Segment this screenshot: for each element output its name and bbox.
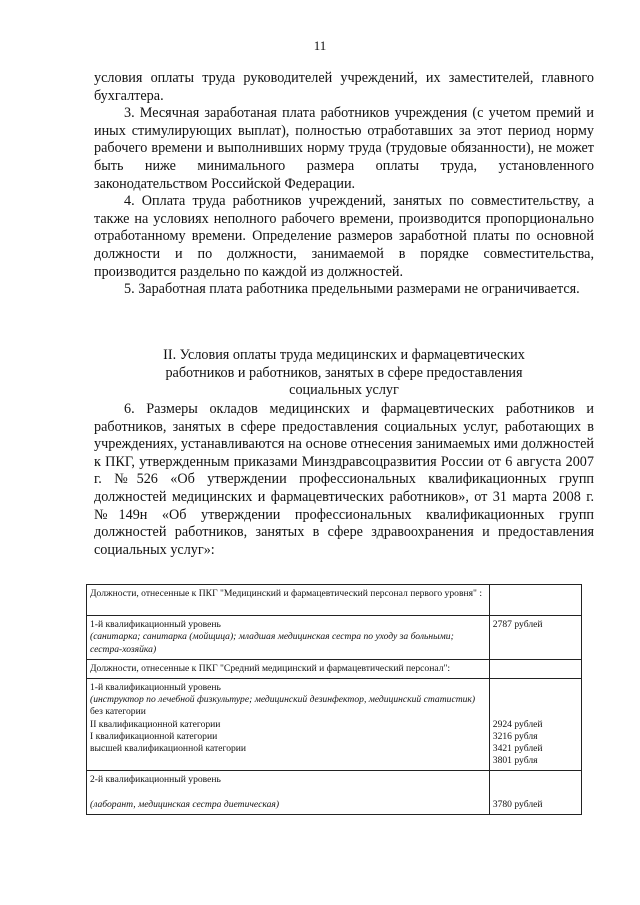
paragraph-3: 3. Месячная заработаная плата работников учреждения (с учетом премий и иных стимулирующих выплат), полностью отработавших за этот период норму рабочего времени и выполнивших норму труда (трудовые обязанности), не может быть ниже минимального размера оплаты труда, установленного законодательством Российской Федерации. xyxy=(94,105,594,192)
level-positions: (лаборант, медицинская сестра диетическая) xyxy=(90,798,280,810)
category-pay: 2924 рублей xyxy=(492,718,543,730)
table-row xyxy=(87,771,582,815)
category-label: I квалификационной категории xyxy=(90,730,218,742)
table-row xyxy=(87,679,582,771)
section-heading-line: социальных услуг xyxy=(289,382,399,399)
level-title: 1-й квалификационный уровень xyxy=(90,619,221,631)
salary-table xyxy=(86,584,582,815)
category-label: без категории xyxy=(90,706,146,718)
table-row xyxy=(87,585,582,616)
body-text-2 xyxy=(94,401,594,559)
pkg2-level1-cell xyxy=(87,679,490,771)
empty-pay-cell xyxy=(489,585,581,616)
level-title: 1-й квалификационный уровень xyxy=(90,682,221,694)
category-pay: 3216 рубля xyxy=(492,730,538,742)
category-label: высшей квалификационной категории xyxy=(90,743,247,755)
level-positions: (инструктор по лечебной физкультуре; медицинский дезинфектор, медицинский статистик) xyxy=(90,694,476,706)
level-positions: (санитарка; санитарка (мойщица); младшая медицинская сестра по уходу за больными; сестра-хозяйка) xyxy=(90,631,454,655)
pkg1-header-cell xyxy=(87,585,490,616)
pkg2-header: Должности, отнесенные к ПКГ "Средний медицинский и фармацевтический персонал": xyxy=(90,662,451,674)
level-title: 2-й квалификационный уровень xyxy=(90,774,221,786)
pkg2-level2-cell xyxy=(87,771,490,815)
pkg2-header-cell xyxy=(87,659,490,678)
paragraph-6: 6. Размеры окладов медицинских и фармацевтических работников и работников, занятых в сфере предоставления социальных услуг, работающих в учреждениях, устанавливаются на основе отнесения занимаемых ими должностей к ПКГ, утвержденным приказами Минздравсоцразвития России от 6 августа 2007 г. №526 «Об утверждении профессиональных квалификационных групп должностей медицинских и фармацевтических работников», от 31 марта 2008 г. №149н «Об утверждении профессиональных квалификационных групп должностей работников, занятых в сфере здравоохранения и предоставления социальных услуг»: xyxy=(94,401,594,558)
section-heading xyxy=(94,347,594,400)
paragraph-4: 4. Оплата труда работников учреждений, занятых по совместительству, а также на условиях неполного рабочего времени, производится пропорционально отработанному времени. Определение размеров заработной платы по основной должности и по должности, занимаемой в порядке совместительства, производится раздельно по каждой из должностей. xyxy=(94,193,594,280)
category-label: II квалификационной категории xyxy=(90,718,221,730)
page-number: 11 xyxy=(313,38,327,53)
pkg1-header: Должности, отнесенные к ПКГ "Медицинский и фармацевтический персонал первого уровня" : xyxy=(90,588,483,599)
table-row xyxy=(87,659,582,678)
pay-cell xyxy=(489,771,581,815)
table-row xyxy=(87,616,582,660)
category-pay: 3801 рубля xyxy=(492,755,538,767)
pkg1-level1-cell xyxy=(87,616,490,660)
pay-cell-categories xyxy=(489,679,581,771)
section-heading-line: работников и работников, занятых в сфере предоставления xyxy=(165,364,523,381)
paragraph-continuation: условия оплаты труда руководителей учреждений, их заместителей, главного бухгалтера. xyxy=(94,70,594,104)
empty-pay-cell xyxy=(489,659,581,678)
pay-cell: 2787 рублей xyxy=(489,616,581,660)
paragraph-5: 5. Заработная плата работника предельными размерами не ограничивается. xyxy=(124,281,580,298)
level-pay: 3780 рублей xyxy=(492,798,543,810)
category-pay: 3421 рублей xyxy=(492,743,543,755)
body-text xyxy=(94,70,594,299)
section-heading-line: II. Условия оплаты труда медицинских и фармацевтических xyxy=(163,347,525,363)
